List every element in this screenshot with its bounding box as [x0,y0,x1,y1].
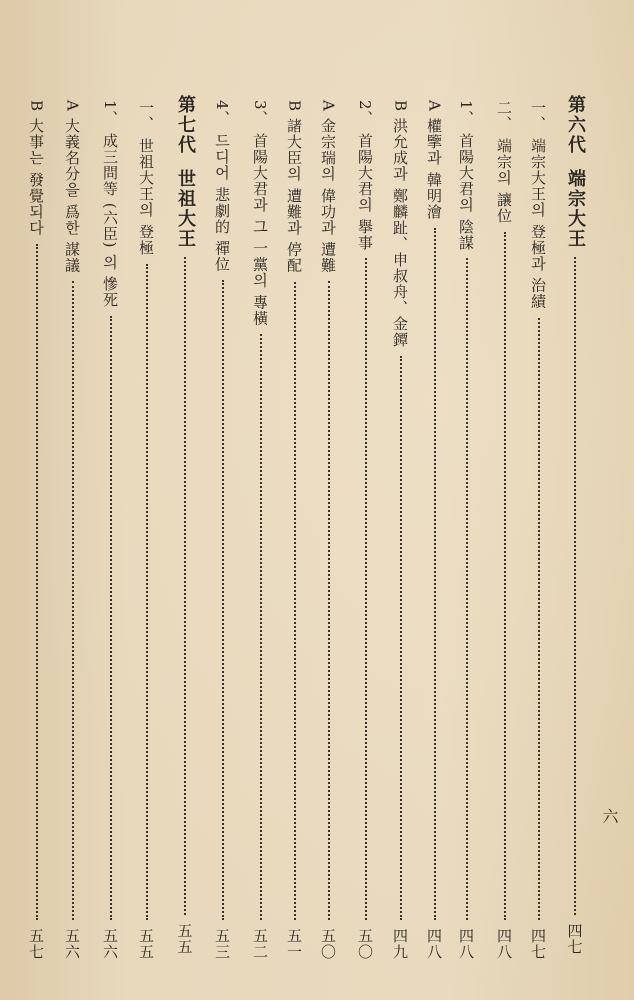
entry-page-number: 四九 [391,928,409,960]
entry-marker: 第七代 [175,95,196,155]
dot-leader [574,257,576,915]
entry-marker: 4、 [213,100,231,127]
dot-leader [184,257,186,915]
entry-title: 端宗의 讓位 [495,138,513,224]
toc-entry [62,100,83,960]
dot-leader [222,280,224,920]
entry-marker: 2、 [356,100,374,127]
entry-page-number: 四七 [529,928,547,960]
entry-title: 首陽大君의 陰謀 [457,132,475,251]
toc-entry [212,100,233,960]
dot-leader [36,244,38,920]
dot-leader [294,282,296,920]
toc-entry [318,100,339,960]
dot-leader [260,334,262,920]
entry-page-number: 五〇 [319,928,337,960]
dot-leader [434,228,436,920]
toc-entry [284,100,305,960]
entry-marker: 一、 [529,100,547,132]
entry-title: 金宗瑞의 偉功과 遭難 [319,117,337,274]
entry-title: 端宗大王의 登極과 治績 [529,138,547,310]
toc-entry [136,100,157,960]
entry-page-number: 五二 [251,928,269,960]
entry-page-number: 四八 [457,928,475,960]
toc-entry [424,100,445,960]
entry-marker: 二、 [495,100,513,132]
entry-page-number: 五〇 [356,928,374,960]
entry-title: 世祖大王 [175,169,196,249]
dot-leader [365,258,367,920]
entry-title: 首陽大君과 그 一黨의 專橫 [251,132,269,326]
entry-title: 洪允成과 鄭麟趾、申叔舟、金鐔 [391,118,409,348]
dot-leader [504,232,506,920]
entry-page-number: 五一 [285,928,303,960]
entry-title: 드디어 悲劇的 禪位 [213,132,231,273]
entry-page-number: 五五 [137,928,155,960]
dot-leader [400,356,402,920]
dot-leader [328,281,330,920]
toc-entry [528,100,549,960]
entry-page-number: 五七 [27,928,45,960]
toc-entry [355,100,376,960]
entry-marker: 1、 [101,100,119,127]
entry-marker: B [391,100,410,113]
entry-title: 成三問等 (六臣) 의 慘死 [101,132,119,308]
entry-marker: A [63,100,82,112]
dot-leader [110,316,112,920]
entry-page-number: 五三 [213,928,231,960]
entry-marker: A [425,100,444,112]
entry-title: 諸大臣의 遭難과 停配 [285,118,303,274]
entry-page-number: 四八 [495,928,513,960]
entry-page-number: 五六 [63,928,81,960]
entry-marker: 第六代 [565,95,586,155]
toc-entry [494,100,515,960]
dot-leader [72,281,74,920]
entry-marker: 一、 [137,100,155,132]
entry-marker: 1、 [457,100,475,127]
toc-entry [100,100,121,960]
entry-title: 世祖大王의 登極 [137,138,155,256]
toc-entry [26,100,47,960]
toc-entry [390,100,411,960]
entry-title: 端宗大王 [565,169,586,249]
entry-title: 權擥과 韓明澮 [425,117,443,220]
dot-leader [466,258,468,920]
entry-page-number: 五六 [101,928,119,960]
entry-title: 大事는 發覺되다 [27,118,45,236]
entry-marker: B [27,100,46,113]
entry-marker: A [319,100,338,112]
page-folio: 六 [600,808,619,824]
dot-leader [538,318,540,920]
dot-leader [146,264,148,920]
entry-page-number: 五五 [175,923,194,955]
entry-title: 大義名分을 爲한 謀議 [63,117,81,274]
toc-entry [172,95,198,955]
entry-title: 首陽大君의 擧事 [356,132,374,251]
entry-page-number: 四八 [425,928,443,960]
entry-marker: 3、 [251,100,269,127]
entry-page-number: 四七 [565,923,584,955]
toc-entry [562,95,588,955]
entry-marker: B [285,100,304,113]
toc-entry [456,100,477,960]
toc-entry [250,100,271,960]
